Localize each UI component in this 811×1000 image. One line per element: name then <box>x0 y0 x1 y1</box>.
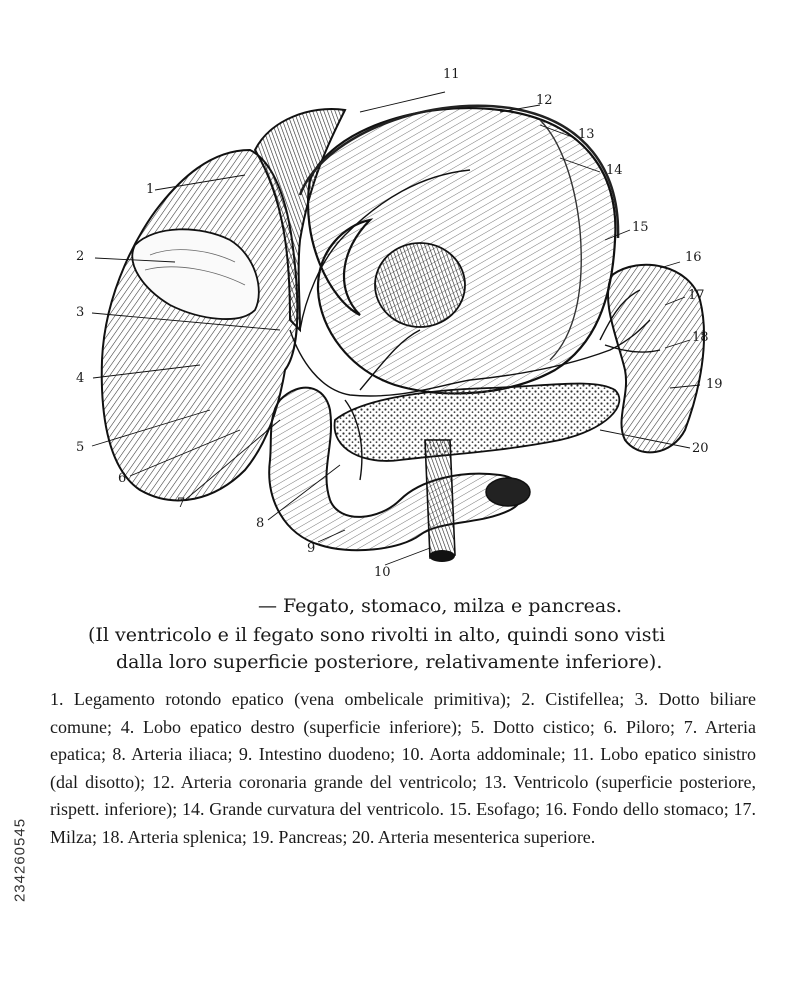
figure-label-20: 20 <box>692 441 709 456</box>
figure-caption-note-line2: dalla loro superficie posteriore, relativamente inferiore). <box>116 651 663 673</box>
figure-label-14: 14 <box>606 163 623 178</box>
figure-label-18: 18 <box>692 330 709 345</box>
figure-label-7: 7 <box>177 496 186 511</box>
figure-label-19: 19 <box>706 377 723 392</box>
figure-legend: 1. Legamento rotondo epatico (vena ombelicale primitiva); 2. Cistifellea; 3. Dotto biliare comune; 4. Lobo epatico destro (superficie inferiore); 5. Dotto cistico; 6. Piloro; 7. Arteria epatica; 8. Arteria iliaca; 9. Intestino duodeno; 10. Aorta addominale; 11. Lobo epatico sinistro (dal disotto); 12. Arteria coronaria grande del ventricolo; 13. Ventricolo (superficie posteriore, rispett. inferiore); 14. Grande curvatura del ventricolo. 15. Esofago; 16. Fondo dello stomaco; 17. Milza; 18. Arteria splenica; 19. Pancreas; 20. Arteria mesenterica superiore. <box>50 689 756 847</box>
figure-label-1: 1 <box>146 182 155 197</box>
figure-label-15: 15 <box>632 220 649 235</box>
figure-caption-title: — Fegato, stomaco, milza e pancreas. <box>258 595 623 617</box>
figure-label-12: 12 <box>536 93 553 108</box>
figure-label-10: 10 <box>374 565 391 580</box>
aorta <box>425 440 455 562</box>
figure-label-8: 8 <box>256 516 265 531</box>
watermark-id <box>6 760 34 960</box>
figure-label-9: 9 <box>307 541 316 556</box>
figure-label-4: 4 <box>76 371 85 386</box>
figure-label-11: 11 <box>443 67 460 82</box>
figure-caption-note-line1: (Il ventricolo e il fegato sono rivolti in alto, quindi sono visti <box>88 624 666 646</box>
figure-label-2: 2 <box>76 249 85 264</box>
watermark-id-text: 234260545 <box>11 817 29 903</box>
stomach <box>300 106 618 394</box>
figure-label-5: 5 <box>76 440 85 455</box>
figure-label-3: 3 <box>76 305 85 320</box>
figure-label-13: 13 <box>578 127 595 142</box>
figure-label-16: 16 <box>685 250 702 265</box>
figure-label-6: 6 <box>118 471 127 486</box>
figure-label-17: 17 <box>688 288 705 303</box>
pancreas <box>335 384 620 461</box>
